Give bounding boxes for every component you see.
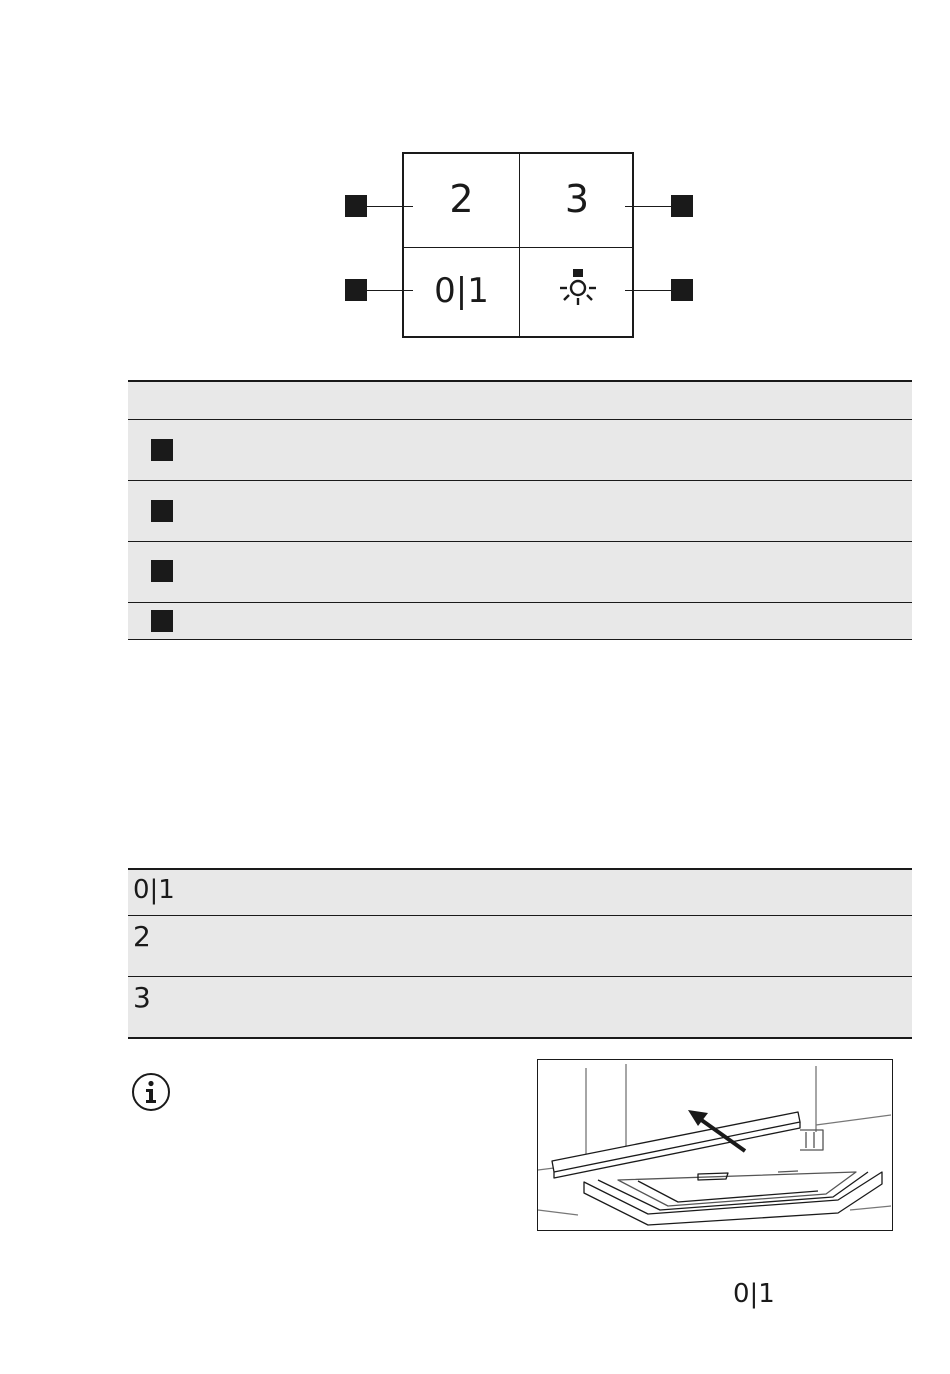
info-icon — [131, 1072, 171, 1112]
callout-line-top-left — [367, 206, 413, 207]
hood-drawing — [538, 1060, 891, 1229]
table1-row — [128, 603, 912, 639]
square-icon — [151, 439, 173, 461]
light-key[interactable] — [558, 267, 598, 313]
callout-square-bottom-right — [671, 279, 693, 301]
callout-line-top-right — [625, 206, 671, 207]
square-icon — [151, 560, 173, 582]
callout-line-bottom-right — [625, 290, 671, 291]
control-panel-diagram — [402, 152, 634, 338]
light-icon — [558, 267, 598, 313]
table1-row — [128, 481, 912, 541]
speed-2-key[interactable]: 2 — [449, 177, 474, 221]
square-icon — [151, 500, 173, 522]
callout-square-top-left — [345, 195, 367, 217]
table2-bottom-rule — [128, 1037, 912, 1039]
speed-2-symbol: 2 — [133, 920, 151, 953]
callout-square-top-right — [671, 195, 693, 217]
callout-square-bottom-left — [345, 279, 367, 301]
table1-header-row — [128, 382, 912, 419]
table1-row — [128, 542, 912, 602]
on-off-symbol: 0|1 — [133, 875, 175, 905]
panel-divider-horizontal — [404, 247, 632, 248]
callout-line-bottom-left — [367, 290, 413, 291]
table2-row — [128, 916, 912, 976]
table1-bottom-rule — [128, 639, 912, 640]
cooker-hood-illustration — [537, 1059, 893, 1231]
table1-row — [128, 420, 912, 480]
square-icon — [151, 610, 173, 632]
table2-row — [128, 977, 912, 1037]
on-off-symbol: 0|1 — [733, 1279, 775, 1309]
on-off-key[interactable]: 0|1 — [434, 271, 489, 311]
speed-3-key[interactable]: 3 — [564, 177, 590, 221]
table2-row — [128, 870, 912, 915]
speed-3-symbol: 3 — [133, 981, 151, 1014]
